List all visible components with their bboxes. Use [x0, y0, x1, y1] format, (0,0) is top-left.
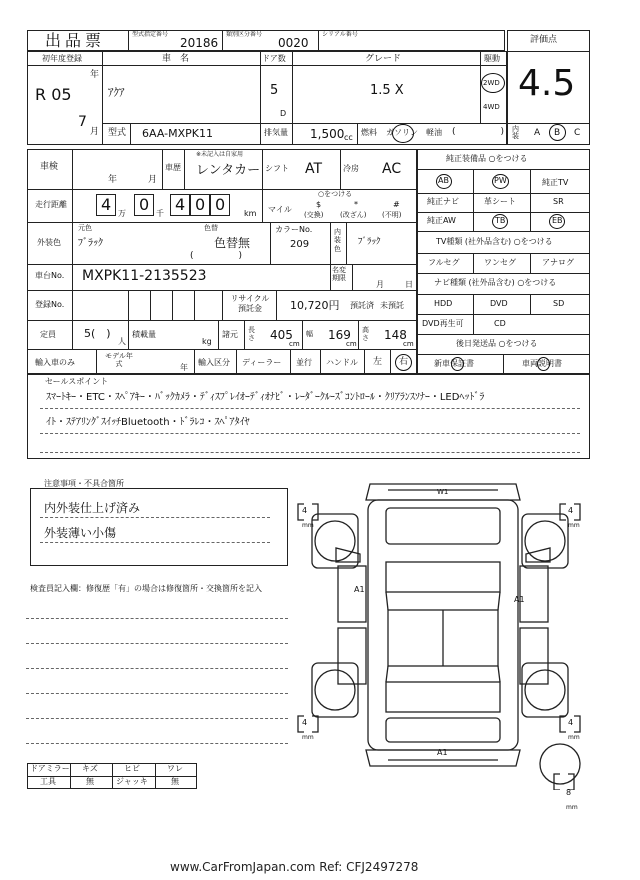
- mileage-digit-5: 0: [215, 195, 226, 214]
- length-unit: cm: [289, 340, 300, 348]
- mark-rear-bumper: A1: [437, 748, 448, 757]
- oem-label: 純正装備品 ○をつける: [446, 154, 528, 163]
- capacity-unit: 人: [118, 337, 126, 346]
- tire-spare: 8: [566, 788, 572, 797]
- chassis: MXPK11-2135523: [82, 268, 207, 284]
- first-reg-year: R 05: [35, 85, 72, 104]
- height: 148: [384, 328, 407, 342]
- tire-front-left: 4: [302, 506, 308, 515]
- recycle-amount: 10,720円: [290, 299, 340, 312]
- recycle-status-unpaid: 未預託: [380, 301, 404, 310]
- mileage-circle-note: ○をつける: [318, 190, 353, 198]
- grade-label: グレード: [365, 54, 402, 64]
- swap-sym: $: [316, 200, 322, 209]
- length-label: 長さ: [248, 326, 255, 343]
- color-label: 外装色: [37, 238, 61, 247]
- paint: 色替無: [214, 236, 251, 250]
- tire-rear-right: 4: [568, 718, 574, 727]
- drive-2wd: 2WD: [483, 79, 500, 87]
- tire-front-right: 4: [568, 506, 574, 515]
- mileage-digit-2: 0: [139, 195, 150, 214]
- diesel-label: 軽油: [426, 128, 442, 137]
- handle-right-circle: [395, 354, 412, 371]
- navi-hdd: HDD: [434, 299, 453, 308]
- missing-h3: ヒビ: [124, 764, 140, 773]
- tv-analog: アナログ: [542, 258, 574, 267]
- mileage-sen: 千: [156, 209, 164, 218]
- width-label: 幅: [306, 330, 313, 338]
- tire-front-left-mm: mm: [302, 522, 314, 529]
- fuel-circle: [392, 124, 414, 143]
- later-manual-circle: [537, 357, 550, 371]
- sales-label: セールスポイント: [45, 377, 109, 386]
- handle-label: ハンドル: [326, 358, 358, 367]
- navi-dvd-play: DVD再生可: [422, 319, 464, 328]
- missing-h4: ワレ: [167, 764, 183, 773]
- equip-eb: EB: [552, 216, 563, 225]
- mileage-digit-4: 0: [195, 195, 206, 214]
- name-change-day: 日: [405, 280, 413, 289]
- later-label: 後日発送品 ○をつける: [456, 339, 538, 348]
- history-note: ※未記入は自家用: [196, 151, 244, 158]
- tire-rear-left-mm: mm: [302, 734, 314, 741]
- missing-r2: 無: [86, 777, 94, 786]
- equip-tb-circle: [492, 214, 508, 229]
- mileage-label: 走行距離: [35, 200, 67, 209]
- drive-label: 駆動: [484, 54, 500, 63]
- shaken-year: 年: [108, 175, 118, 185]
- doors-suffix: D: [280, 109, 287, 118]
- width-unit: cm: [346, 340, 357, 348]
- later-manual: 車両説明書: [522, 359, 562, 368]
- interior-c: C: [574, 128, 581, 138]
- name-change-label: 名変期限: [332, 266, 346, 283]
- car-name-label: 車 名: [162, 54, 190, 64]
- serial-label: シリアル番号: [322, 31, 358, 38]
- chassis-label: 車台No.: [35, 271, 65, 280]
- inspector-label: 検査員記入欄：修復歴「有」の場合は修復箇所・交換箇所を記入: [30, 584, 262, 593]
- tire-spare-mm: mm: [566, 804, 578, 811]
- unknown-sym: #: [393, 200, 400, 209]
- length: 405: [270, 328, 293, 342]
- cc-unit: cc: [344, 133, 353, 142]
- name-change-month: 月: [376, 280, 384, 289]
- equip-oem-tv: 純正TV: [542, 178, 569, 187]
- type-no: 20186: [180, 36, 219, 50]
- recycle-status-paid: 預託済: [350, 301, 374, 310]
- height-label: 高さ: [362, 326, 369, 343]
- height-unit: cm: [403, 340, 414, 348]
- interior-b-circle: [549, 124, 566, 141]
- navi-sd: SD: [553, 299, 565, 308]
- mark-right-door: A1: [514, 595, 525, 604]
- later-new-warranty: 新車保証書: [434, 359, 474, 368]
- sales-line-2: ｲﾄ・ｽﾃｱﾘﾝｸﾞｽｲｯﾁBluetooth・ﾄﾞﾗﾚｺ・ｽﾍﾟｱﾀｲﾔ: [46, 417, 250, 428]
- capacity-label: 定員: [40, 330, 56, 339]
- sales-line-1: ｽﾏｰﾄｷｰ・ETC・ｽﾍﾟｱｷｰ・ﾊﾞｯｸｶﾒﾗ・ﾃﾞｨｽﾌﾟﾚｲｵｰﾃﾞｨｵﾅﾋﾞ・ﾚｰﾀﾞｰｸﾙｰｽﾞｺﾝﾄﾛｰﾙ・ｸﾘｱﾗﾝｽｿﾅｰ・LEDﾍｯﾄﾞﾗ: [46, 392, 485, 403]
- tire-rear-left: 4: [302, 718, 308, 727]
- drive-2wd-circle: [481, 73, 505, 93]
- import-class-label: 輸入区分: [198, 358, 230, 367]
- paint-paren: ( ): [190, 251, 243, 261]
- tamper-label: (改ざん): [340, 211, 367, 219]
- equip-ab: AB: [438, 176, 449, 185]
- recycle-label: リサイクル預託金: [230, 294, 270, 313]
- equip-oem-navi: 純正ナビ: [427, 197, 459, 206]
- month-unit: 月: [90, 127, 100, 137]
- reg-label: 登録No.: [35, 300, 65, 309]
- equip-eb-circle: [549, 214, 565, 229]
- orig-color-label: 元色: [78, 224, 92, 232]
- grade: 1.5 X: [370, 83, 404, 98]
- shift: AT: [305, 161, 323, 177]
- equip-oem-aw: 純正AW: [427, 216, 456, 225]
- equip-tb: TB: [495, 216, 506, 225]
- score-value: 4.5: [518, 63, 576, 104]
- shaken-month: 月: [148, 175, 158, 185]
- navi-label: ナビ種類 (社外品含む) ○をつける: [434, 278, 557, 287]
- car-diagram: [290, 470, 590, 790]
- class-no-label: 類別区分番号: [226, 31, 263, 38]
- equip-leather: 革シート: [484, 197, 516, 206]
- missing-r4: 無: [171, 777, 179, 786]
- score-label: 評価点: [530, 35, 558, 45]
- fuel: ガソリン: [386, 128, 418, 137]
- mark-front-bumper: W1: [437, 488, 449, 496]
- dealer: ディーラー: [242, 358, 282, 367]
- class-no: 0020: [278, 36, 309, 50]
- capacity: 5( ): [84, 327, 111, 340]
- displacement: 1,500: [310, 127, 345, 141]
- notes-label: 注意事項・不具合箇所: [44, 479, 124, 488]
- tv-oneseg: ワンセグ: [484, 258, 516, 267]
- tire-rear-right-mm: mm: [568, 734, 580, 741]
- notes-line-2: 外装薄い小傷: [44, 526, 117, 540]
- first-reg-label: 初年度登録: [42, 54, 82, 63]
- interior-label: 内装: [512, 125, 519, 140]
- handle-right: 右: [399, 357, 409, 367]
- color-no-label: カラーNo.: [275, 225, 313, 234]
- interior-b: B: [554, 128, 561, 138]
- mileage-man: 万: [118, 209, 126, 218]
- paint-label: 色替: [204, 224, 218, 232]
- swap-label: (交換): [304, 211, 324, 219]
- page-title: 出品票: [45, 31, 106, 50]
- navi-dvd: DVD: [490, 299, 508, 308]
- orig-color: ﾌﾞﾗｯｸ: [78, 238, 103, 249]
- unknown-label: (不明): [382, 211, 402, 219]
- diesel-bracket: ( ): [452, 127, 505, 137]
- mileage-digit-3: 4: [175, 195, 186, 214]
- dim-label: 諸元: [222, 330, 238, 339]
- navi-cd: CD: [494, 319, 506, 328]
- displacement-label: 排気量: [264, 128, 288, 137]
- load-unit: kg: [202, 337, 212, 346]
- import-year-unit: 年: [180, 363, 188, 372]
- cooler-label: 冷房: [343, 164, 359, 173]
- missing-r3: ジャッキ: [116, 777, 148, 786]
- interior-color: ﾌﾞﾗｯｸ: [358, 237, 381, 247]
- drive-4wd: 4WD: [483, 103, 500, 111]
- import-label: 輸入車のみ: [35, 358, 75, 367]
- type-no-label: 型式指定番号: [132, 31, 169, 38]
- missing-h1: ドアミラー: [30, 764, 70, 773]
- mileage-km: km: [244, 209, 257, 218]
- footer-watermark: www.CarFromJapan.com Ref: CFJ2497278: [170, 860, 419, 874]
- fuel-label: 燃料: [361, 128, 377, 137]
- tv-fullseg: フルセグ: [428, 258, 460, 267]
- shift-label: シフト: [265, 164, 289, 173]
- later-warranty-circle: [451, 357, 464, 371]
- missing-h2: キズ: [82, 764, 98, 773]
- interior-a: A: [534, 128, 541, 138]
- shaken-label: 車検: [40, 162, 59, 172]
- year-unit: 年: [90, 70, 100, 80]
- history: レンタカー: [196, 163, 261, 178]
- doors: 5: [270, 83, 279, 98]
- equip-pw-circle: [492, 174, 509, 189]
- mile-label: マイル: [268, 205, 292, 214]
- parallel: 並行: [296, 358, 312, 367]
- tv-label: TV種類 (社外品含む) ○をつける: [436, 237, 553, 246]
- missing-r1: 工具: [40, 777, 56, 786]
- tamper-sym: *: [354, 200, 358, 209]
- model-label: 型式: [108, 128, 127, 138]
- load-label: 積載量: [132, 330, 156, 339]
- handle-left: 左: [373, 357, 383, 367]
- mileage-digit-1: 4: [101, 195, 112, 214]
- color-no: 209: [290, 239, 310, 250]
- notes-line-1: 内外装仕上げ済み: [44, 501, 141, 515]
- cooler: AC: [382, 161, 402, 177]
- first-reg-month: 7: [78, 114, 87, 130]
- equip-ab-circle: [436, 174, 452, 189]
- history-label: 車歴: [165, 163, 181, 172]
- interior-color-label: 内装色: [334, 228, 341, 253]
- equip-pw: PW: [494, 176, 507, 185]
- equip-sr: SR: [553, 197, 564, 206]
- doors-label: ドア数: [262, 54, 286, 63]
- model-year-label: モデル年式: [105, 352, 133, 369]
- model: 6AA-MXPK11: [142, 127, 213, 140]
- car-name: ｱｸｱ: [108, 86, 125, 99]
- tire-front-right-mm: mm: [568, 522, 580, 529]
- width: 169: [328, 328, 351, 342]
- mark-left-door: A1: [354, 585, 365, 594]
